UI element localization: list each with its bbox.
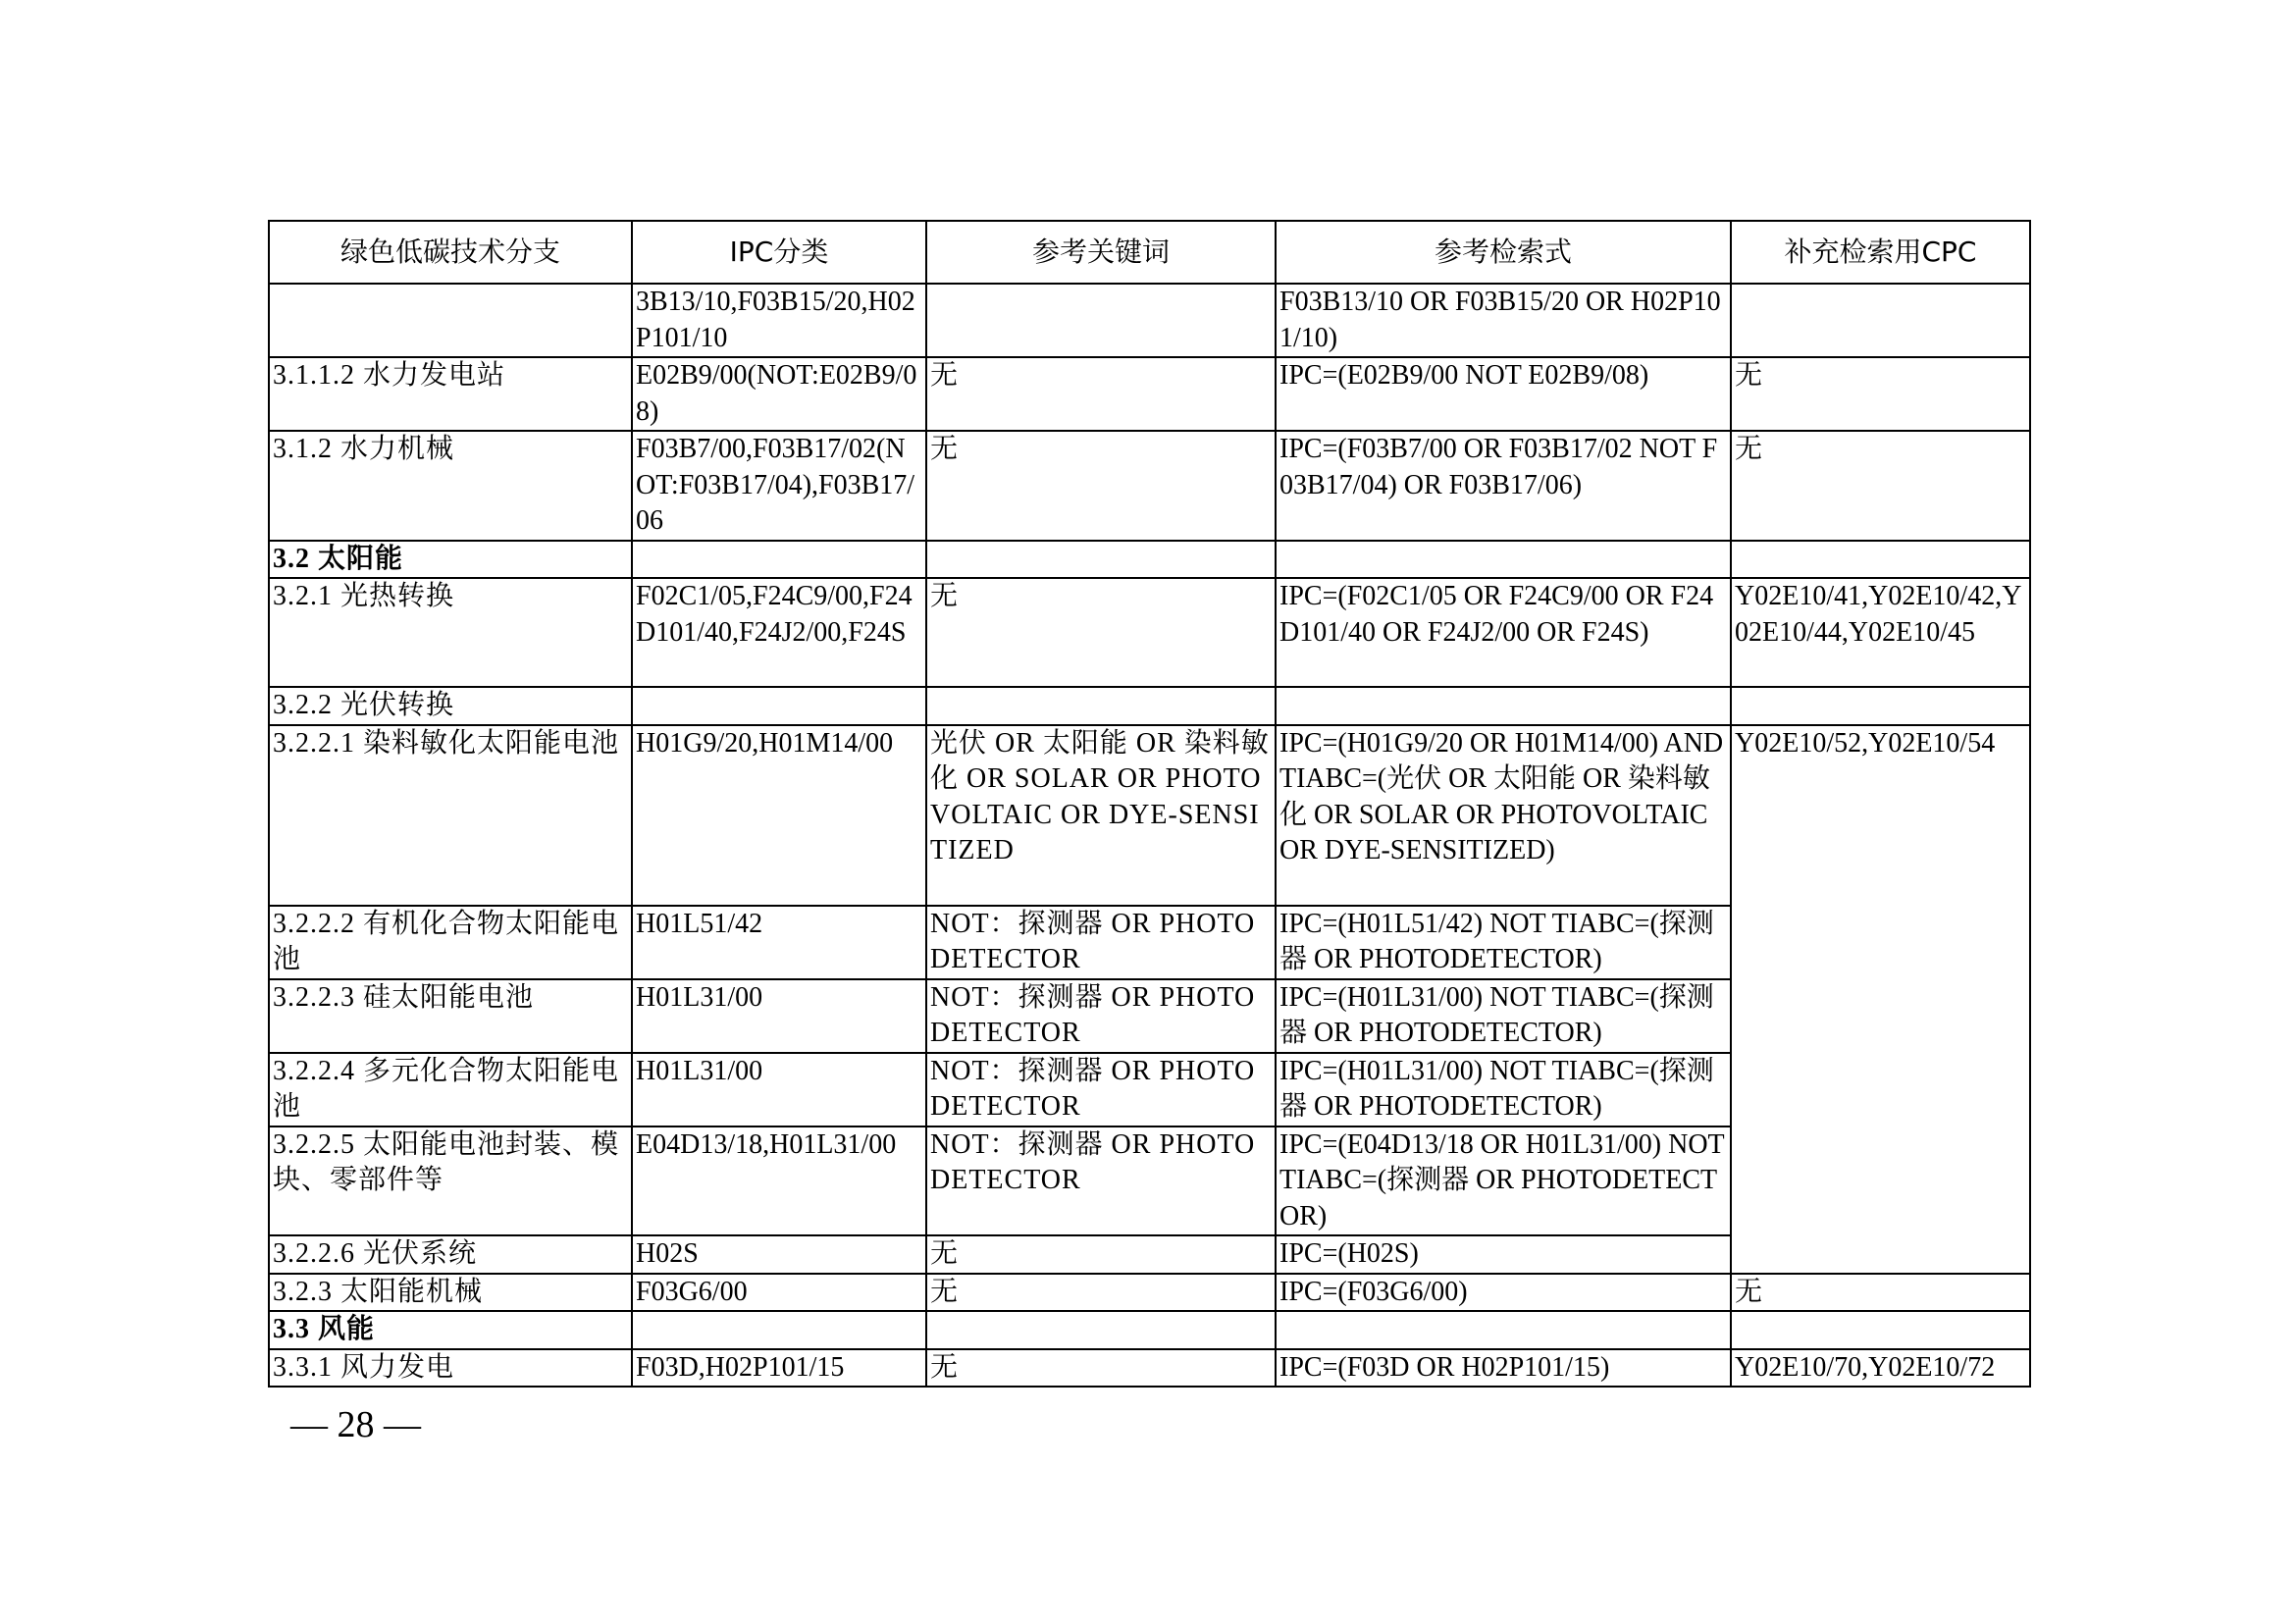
ipc-cell: F03G6/00 [632, 1274, 926, 1312]
header-ipc: IPC分类 [632, 221, 926, 284]
query-cell: IPC=(E04D13/18 OR H01L31/00) NOT TIABC=(探测器 OR PHOTODETECTOR) [1276, 1126, 1731, 1236]
branch-cell: 3.2.2.5 太阳能电池封装、模块、零部件等 [269, 1126, 632, 1236]
ipc-cell: F02C1/05,F24C9/00,F24D101/40,F24J2/00,F24S [632, 578, 926, 687]
branch-cell: 3.2.2.2 有机化合物太阳能电池 [269, 906, 632, 979]
table-row [269, 1274, 2030, 1312]
keywords-cell: 无 [926, 431, 1276, 541]
branch-cell: 3.2.2.6 光伏系统 [269, 1235, 632, 1274]
query-cell: IPC=(H01G9/20 OR H01M14/00) AND TIABC=(光伏 OR 太阳能 OR 染料敏化 OR SOLAR OR PHOTOVOLTAIC OR DYE-SENSITIZED) [1276, 725, 1731, 906]
ipc-cell: F03D,H02P101/15 [632, 1349, 926, 1388]
section-heading: 3.2 太阳能 [269, 541, 632, 579]
section-row [269, 1311, 2030, 1349]
branch-cell: 3.3.1 风力发电 [269, 1349, 632, 1388]
ipc-cell: F03B7/00,F03B17/02(NOT:F03B17/04),F03B17/06 [632, 431, 926, 541]
keywords-cell: 无 [926, 1349, 1276, 1388]
subsection-heading: 3.2.2 光伏转换 [269, 687, 632, 725]
section-row [269, 541, 2030, 579]
keywords-cell [926, 687, 1276, 725]
table-row [269, 284, 2030, 357]
query-cell: IPC=(E02B9/00 NOT E02B9/08) [1276, 357, 1731, 431]
cpc-cell: Y02E10/41,Y02E10/42,Y02E10/44,Y02E10/45 [1731, 578, 2030, 687]
branch-cell: 3.1.1.2 水力发电站 [269, 357, 632, 431]
ipc-cell: H02S [632, 1235, 926, 1274]
keywords-cell: NOT：探测器 OR PHOTODETECTOR [926, 1053, 1276, 1126]
keywords-cell: 光伏 OR 太阳能 OR 染料敏化 OR SOLAR OR PHOTOVOLTAIC OR DYE-SENSITIZED [926, 725, 1276, 906]
branch-cell: 3.2.1 光热转换 [269, 578, 632, 687]
query-cell: F03B13/10 OR F03B15/20 OR H02P101/10) [1276, 284, 1731, 357]
section-heading: 3.3 风能 [269, 1311, 632, 1349]
table-row [269, 431, 2030, 541]
cpc-cell: 无 [1731, 1274, 2030, 1312]
query-cell: IPC=(F03B7/00 OR F03B17/02 NOT F03B17/04) OR F03B17/06) [1276, 431, 1731, 541]
cpc-cell: 无 [1731, 357, 2030, 431]
ipc-cell: H01G9/20,H01M14/00 [632, 725, 926, 906]
keywords-cell: 无 [926, 578, 1276, 687]
branch-cell [269, 284, 632, 357]
cpc-cell [1731, 687, 2030, 725]
keywords-cell: NOT：探测器 OR PHOTODETECTOR [926, 979, 1276, 1053]
table-row [269, 1349, 2030, 1388]
keywords-cell: NOT：探测器 OR PHOTODETECTOR [926, 1126, 1276, 1236]
keywords-cell: 无 [926, 1235, 1276, 1274]
keywords-cell [926, 1311, 1276, 1349]
ipc-cell [632, 1311, 926, 1349]
query-cell [1276, 1311, 1731, 1349]
ipc-cell: 3B13/10,F03B15/20,H02P101/10 [632, 284, 926, 357]
query-cell: IPC=(H01L31/00) NOT TIABC=(探测器 OR PHOTODETECTOR) [1276, 979, 1731, 1053]
cpc-cell: 无 [1731, 431, 2030, 541]
header-keywords: 参考关键词 [926, 221, 1276, 284]
page-number: — 28 — [290, 1404, 421, 1445]
cpc-cell [1731, 541, 2030, 579]
branch-cell: 3.2.2.3 硅太阳能电池 [269, 979, 632, 1053]
ipc-cell: E04D13/18,H01L31/00 [632, 1126, 926, 1236]
header-branch: 绿色低碳技术分支 [269, 221, 632, 284]
ipc-cell [632, 687, 926, 725]
query-cell [1276, 687, 1731, 725]
keywords-cell [926, 541, 1276, 579]
table-row [269, 578, 2030, 687]
table-row [269, 725, 2030, 906]
keywords-cell: 无 [926, 1274, 1276, 1312]
ipc-cell: H01L31/00 [632, 979, 926, 1053]
ipc-cell [632, 541, 926, 579]
query-cell: IPC=(H02S) [1276, 1235, 1731, 1274]
query-cell [1276, 541, 1731, 579]
query-cell: IPC=(H01L31/00) NOT TIABC=(探测器 OR PHOTODETECTOR) [1276, 1053, 1731, 1126]
query-cell: IPC=(F03D OR H02P101/15) [1276, 1349, 1731, 1388]
ipc-cell: H01L31/00 [632, 1053, 926, 1126]
cpc-cell: Y02E10/70,Y02E10/72 [1731, 1349, 2030, 1388]
branch-cell: 3.2.2.1 染料敏化太阳能电池 [269, 725, 632, 906]
header-query: 参考检索式 [1276, 221, 1731, 284]
table-row [269, 357, 2030, 431]
query-cell: IPC=(F03G6/00) [1276, 1274, 1731, 1312]
section-row [269, 687, 2030, 725]
ipc-cell: E02B9/00(NOT:E02B9/08) [632, 357, 926, 431]
query-cell: IPC=(H01L51/42) NOT TIABC=(探测器 OR PHOTODETECTOR) [1276, 906, 1731, 979]
branch-cell: 3.2.3 太阳能机械 [269, 1274, 632, 1312]
cpc-cell [1731, 284, 2030, 357]
ipc-classification-table [268, 220, 2031, 1388]
branch-cell: 3.2.2.4 多元化合物太阳能电池 [269, 1053, 632, 1126]
cpc-cell-merged: Y02E10/52,Y02E10/54 [1731, 725, 2030, 1274]
keywords-cell [926, 284, 1276, 357]
query-cell: IPC=(F02C1/05 OR F24C9/00 OR F24D101/40 OR F24J2/00 OR F24S) [1276, 578, 1731, 687]
header-cpc: 补充检索用CPC [1731, 221, 2030, 284]
branch-cell: 3.1.2 水力机械 [269, 431, 632, 541]
keywords-cell: 无 [926, 357, 1276, 431]
cpc-cell [1731, 1311, 2030, 1349]
table-header-row [269, 221, 2030, 284]
keywords-cell: NOT：探测器 OR PHOTODETECTOR [926, 906, 1276, 979]
ipc-cell: H01L51/42 [632, 906, 926, 979]
